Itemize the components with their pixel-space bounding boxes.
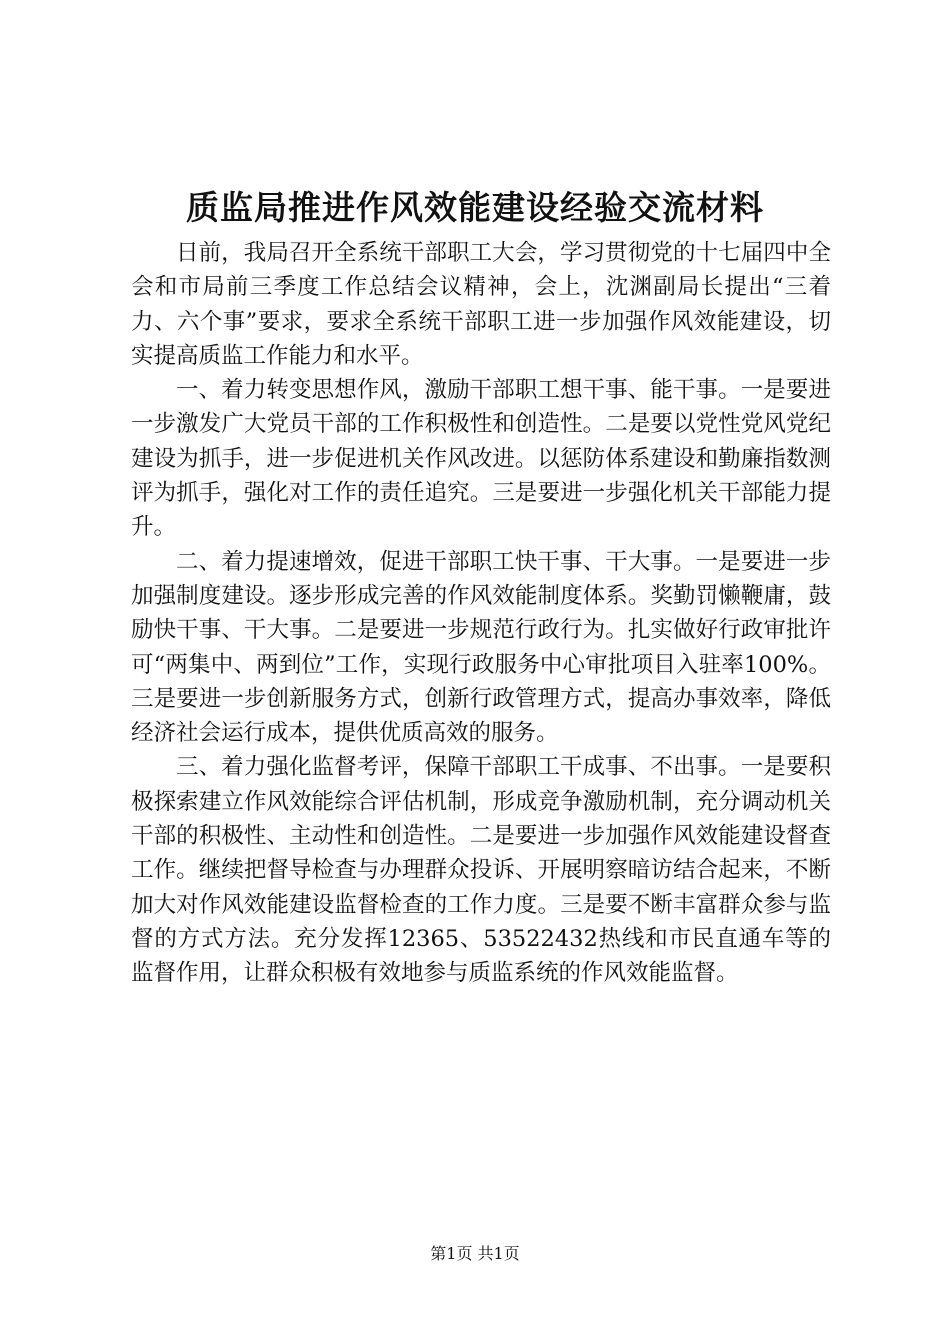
document-title: 质监局推进作风效能建设经验交流材料 bbox=[186, 188, 764, 227]
paragraph-section-three: 三、着力强化监督考评，保障干部职工干成事、不出事。一是要积极探索建立作风效能综合评估机制，形成竞争激励机制，充分调动机关干部的积极性、主动性和创造性。二是要进一步加强作风效能建设督查工作。继续把督导检查与办理群众投诉、开展明察暗访结合起来，不断加大对作风效能建设监督检查的工作力度。三是要不断丰富群众参与监督的方式方法。充分发挥12365、53522432热线和市民直通车等的监督作用，让群众积极有效地参与质监系统的作风效能监督。 bbox=[131, 754, 831, 987]
paragraph-section-two: 二、着力提速增效，促进干部职工快干事、干大事。一是要进一步加强制度建设。逐步形成完善的作风效能制度体系。奖勤罚懒鞭庸，鼓励快干事、干大事。二是要进一步规范行政行为。扎实做好行政审批许可“两集中、两到位”工作，实现行政服务中心审批项目入驻率100%。三是要进一步创新服务方式，创新行政管理方式，提高办事效率，降低经济社会运行成本，提供优质高效的服务。 bbox=[131, 548, 831, 747]
page-number-footer: 第1页 共1页 bbox=[430, 1244, 520, 1263]
paragraph-intro: 日前，我局召开全系统干部职工大会，学习贯彻党的十七届四中全会和市局前三季度工作总结会议精神，会上，沈渊副局长提出“三着力、六个事”要求，要求全系统干部职工进一步加强作风效能建设，切实提高质监工作能力和水平。 bbox=[131, 240, 831, 369]
document-body bbox=[131, 236, 831, 991]
paragraph-section-one: 一、着力转变思想作风，激励干部职工想干事、能干事。一是要进一步激发广大党员干部的工作积极性和创造性。二是要以党性党风党纪建设为抓手，进一步促进机关作风改进。以惩防体系建设和勤廉指数测评为抓手，强化对工作的责任追究。三是要进一步强化机关干部能力提升。 bbox=[131, 377, 831, 541]
